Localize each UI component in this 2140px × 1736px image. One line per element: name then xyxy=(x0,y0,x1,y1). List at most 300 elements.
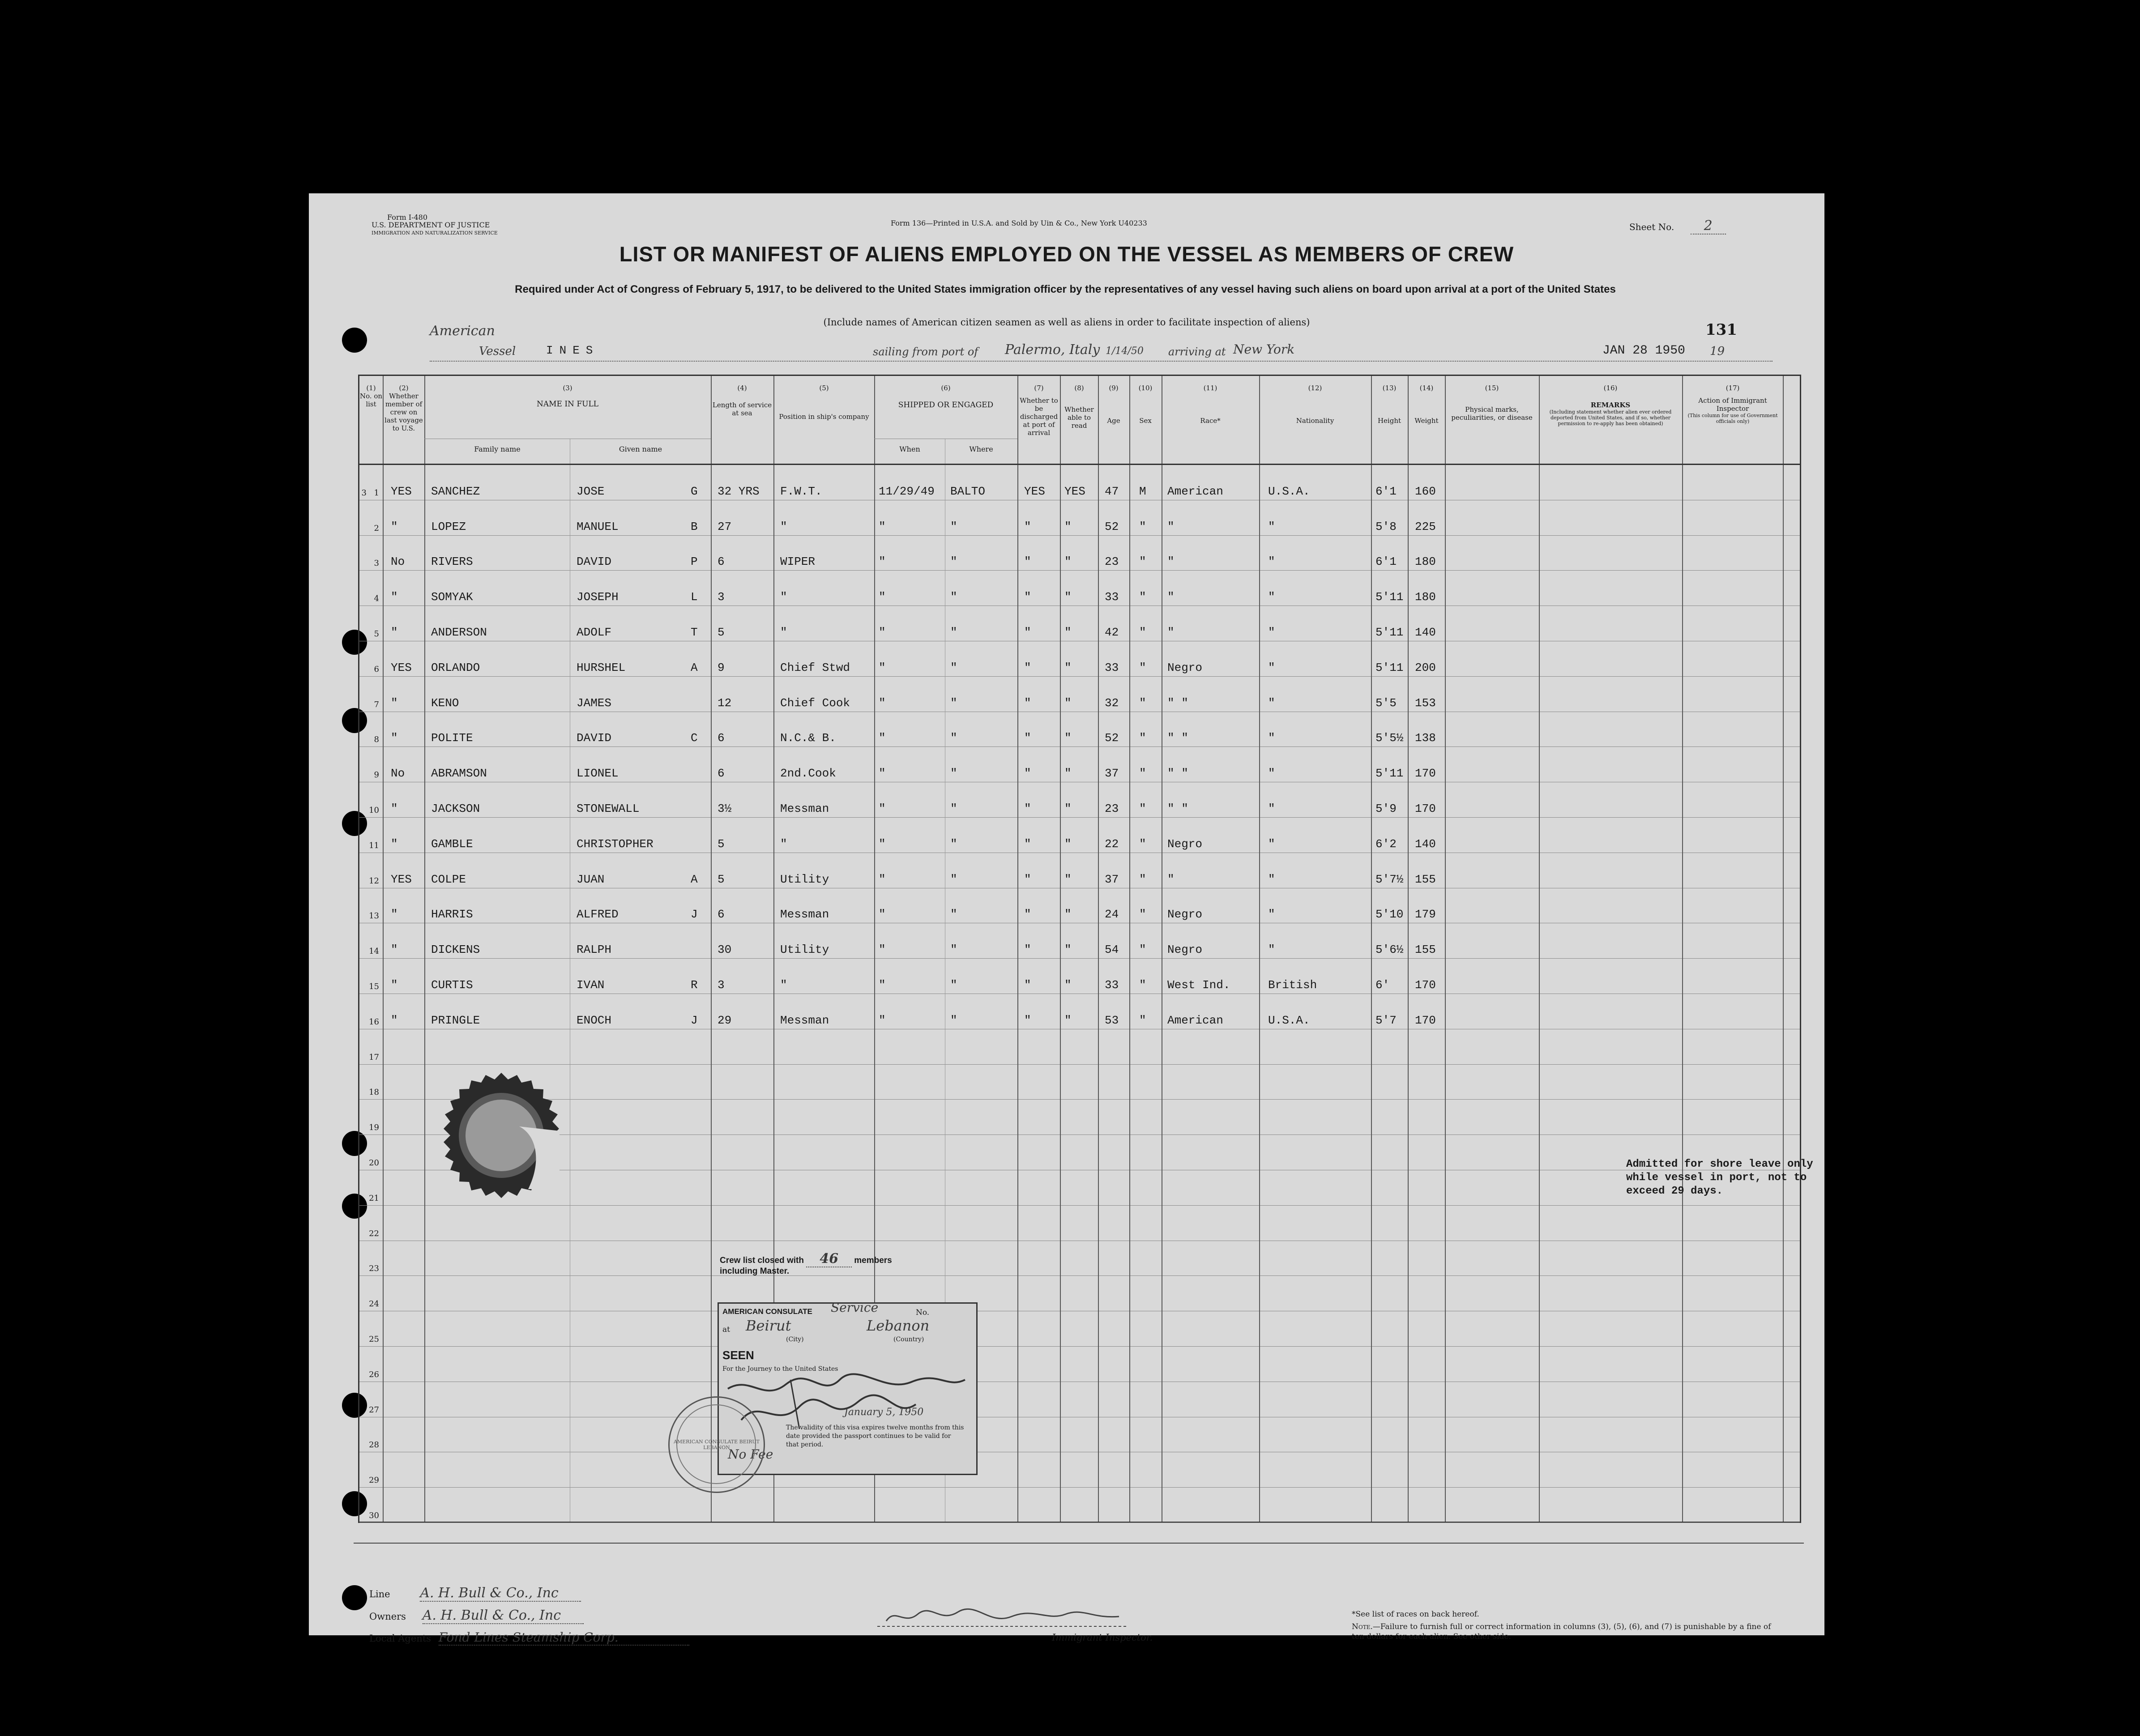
column-divider xyxy=(1783,376,1784,1522)
shipped-where-cell: " xyxy=(950,978,957,992)
weight-cell: 200 xyxy=(1415,661,1436,674)
nationality-cell: U.S.A. xyxy=(1268,484,1310,498)
weight-cell: 170 xyxy=(1415,767,1436,781)
discharged-cell: " xyxy=(1024,696,1031,710)
shipped-where-cell: " xyxy=(950,590,957,604)
middle-initial-cell: B xyxy=(691,520,698,533)
row-line xyxy=(359,676,1800,677)
line-number: 25 xyxy=(369,1335,379,1344)
discharged-cell: " xyxy=(1024,837,1031,851)
col-header-given-name: Given name xyxy=(619,445,662,453)
prev-voyage-cell: YES xyxy=(391,661,412,674)
row-line xyxy=(359,535,1800,536)
discharged-cell: " xyxy=(1024,767,1031,781)
shipped-where-cell: " xyxy=(950,908,957,921)
department-subline: IMMIGRATION AND NATURALIZATION SERVICE xyxy=(372,230,498,236)
vessel-line xyxy=(430,341,1773,362)
family-name-cell: LOPEZ xyxy=(431,520,466,533)
shipped-where-cell: " xyxy=(950,837,957,851)
column-divider xyxy=(1539,376,1540,1522)
requirement-text: Required under Act of Congress of February 5, 1917, to be delivered to the United States immigration officer by the representatives of any vessel having such aliens on board upon arrival at a port of the United States xyxy=(515,283,1616,295)
given-name-cell: JOSE xyxy=(577,484,605,498)
race-cell: American xyxy=(1167,484,1223,498)
given-name-cell: ENOCH xyxy=(577,1013,612,1027)
middle-initial-cell: L xyxy=(691,590,698,604)
service-length-cell: 6 xyxy=(718,767,725,781)
prev-voyage-cell: YES xyxy=(391,484,412,498)
inspector-signature-icon xyxy=(877,1603,1128,1630)
line-number: 11 xyxy=(369,840,379,850)
service-length-cell: 5 xyxy=(718,872,725,886)
form-number: Form I-480 xyxy=(387,213,428,222)
weight-cell: 160 xyxy=(1415,484,1436,498)
col-header-nationality: (12) Nationality xyxy=(1296,384,1334,425)
shipped-where-cell: " xyxy=(950,696,957,710)
sex-cell: " xyxy=(1139,731,1146,745)
race-cell: Negro xyxy=(1167,661,1203,674)
arriving-label: arriving at xyxy=(1168,345,1226,358)
col-header-inspector-action: (17) Action of Immigrant Inspector (This column for use of Government officials only) xyxy=(1687,384,1778,424)
race-cell: " " xyxy=(1167,696,1188,710)
height-cell: 6'1 xyxy=(1375,484,1397,498)
service-length-cell: 12 xyxy=(718,696,732,710)
consulate-heading: AMERICAN CONSULATE xyxy=(722,1307,812,1316)
stamp-fee: No Fee xyxy=(728,1447,773,1462)
height-cell: 5'7½ xyxy=(1375,872,1404,886)
sheet-number: 2 xyxy=(1691,218,1726,235)
row-line xyxy=(359,1064,1800,1065)
col-header-physical-marks: (15) Physical marks, peculiarities, or disease xyxy=(1451,384,1533,422)
shipped-when-cell: " xyxy=(879,555,886,569)
nationality-cell: " xyxy=(1268,661,1275,674)
position-cell: Chief Stwd xyxy=(780,661,850,674)
family-name-cell: PRINGLE xyxy=(431,1013,480,1027)
punch-hole xyxy=(342,1679,367,1704)
inspector-caption: Immigrant Inspector. xyxy=(1052,1632,1153,1643)
weight-cell: 140 xyxy=(1415,837,1436,851)
printer-line: Form 136—Printed in U.S.A. and Sold by Uin & Co., New York U40233 xyxy=(891,219,1147,227)
discharged-cell: " xyxy=(1024,555,1031,569)
sheet-number-label: Sheet No. 2 xyxy=(1629,218,1726,234)
line-number: 27 xyxy=(369,1405,379,1415)
col-header-no: (1) No. on list xyxy=(359,384,383,408)
height-cell: 5'11 xyxy=(1375,661,1404,674)
position-cell: Messman xyxy=(780,1013,829,1027)
vessel-name: INES xyxy=(546,344,599,357)
middle-initial-cell: G xyxy=(691,484,698,498)
shore-leave-remark: Admitted for shore leave only while vessel in port, not to exceed 29 days. xyxy=(1626,1158,1813,1197)
arriving-port: New York xyxy=(1233,342,1295,357)
shipped-where-cell: " xyxy=(950,767,957,781)
weight-cell: 153 xyxy=(1415,696,1436,710)
service-length-cell: 6 xyxy=(718,731,725,745)
discharged-cell: " xyxy=(1024,872,1031,886)
sex-cell: " xyxy=(1139,661,1146,674)
family-name-cell: ANDERSON xyxy=(431,626,487,639)
stamp-country-caption: (Country) xyxy=(893,1336,924,1343)
department-line: U.S. DEPARTMENT OF JUSTICE xyxy=(372,221,490,229)
weight-cell: 170 xyxy=(1415,978,1436,992)
line-number: 30 xyxy=(369,1511,379,1520)
line-number: 3 xyxy=(374,559,379,568)
position-cell: Utility xyxy=(780,872,829,886)
given-name-cell: HURSHEL xyxy=(577,661,626,674)
nationality-cell: " xyxy=(1268,590,1275,604)
position-cell: " xyxy=(780,520,787,533)
service-length-cell: 27 xyxy=(718,520,732,533)
family-name-cell: SOMYAK xyxy=(431,590,473,604)
nationality-cell: " xyxy=(1268,731,1275,745)
stamp-country: Lebanon xyxy=(867,1317,930,1334)
position-cell: Chief Cook xyxy=(780,696,850,710)
service-length-cell: 6 xyxy=(718,908,725,921)
crew-count: 46 xyxy=(806,1251,852,1267)
shipped-when-cell: " xyxy=(879,590,886,604)
weight-cell: 180 xyxy=(1415,590,1436,604)
sex-cell: M xyxy=(1139,484,1146,498)
column-divider xyxy=(1371,376,1372,1522)
service-length-cell: 5 xyxy=(718,837,725,851)
crew-manifest-table xyxy=(358,375,1813,1523)
given-name-cell: MANUEL xyxy=(577,520,619,533)
column-divider xyxy=(1682,376,1683,1522)
page-title: LIST OR MANIFEST OF ALIENS EMPLOYED ON THE VESSEL AS MEMBERS OF CREW xyxy=(619,242,1514,266)
age-cell: 52 xyxy=(1105,731,1119,745)
seal-text: AMERICAN CONSULATE BEIRUT LEBANON xyxy=(673,1439,760,1450)
shipped-when-cell: " xyxy=(879,767,886,781)
family-name-cell: RIVERS xyxy=(431,555,473,569)
col-header-weight: (14) Weight xyxy=(1414,384,1439,425)
service-length-cell: 3 xyxy=(718,590,725,604)
nationality-cell: " xyxy=(1268,802,1275,815)
stamp-no-label: No. xyxy=(916,1308,930,1317)
line-number: 29 xyxy=(369,1476,379,1485)
able-to-read-cell: " xyxy=(1064,837,1072,851)
service-length-cell: 6 xyxy=(718,555,725,569)
col-header-name: (3) NAME IN FULL xyxy=(536,384,599,409)
prev-voyage-cell: " xyxy=(391,731,398,745)
family-name-cell: DICKENS xyxy=(431,943,480,957)
nationality-cell: " xyxy=(1268,520,1275,533)
row-line xyxy=(359,1346,1800,1347)
sex-cell: " xyxy=(1139,1013,1146,1027)
row-line xyxy=(359,958,1800,959)
line-number: 6 xyxy=(374,664,379,674)
sailing-label: sailing from port of xyxy=(873,345,978,358)
weight-cell: 170 xyxy=(1415,1013,1436,1027)
family-name-cell: CURTIS xyxy=(431,978,473,992)
given-name-cell: RALPH xyxy=(577,943,612,957)
prev-voyage-cell: " xyxy=(391,908,398,921)
able-to-read-cell: " xyxy=(1064,802,1072,815)
line-number: 8 xyxy=(374,735,379,745)
height-cell: 5'11 xyxy=(1375,590,1404,604)
sex-cell: " xyxy=(1139,626,1146,639)
row-line xyxy=(359,1275,1800,1276)
age-cell: 53 xyxy=(1105,1013,1119,1027)
column-divider xyxy=(1017,376,1018,1522)
line-number: 19 xyxy=(369,1123,379,1133)
service-length-cell: 3½ xyxy=(718,802,732,815)
shipped-where-cell: " xyxy=(950,626,957,639)
column-divider xyxy=(1408,376,1409,1522)
discharged-cell: " xyxy=(1024,978,1031,992)
year-label: 19 xyxy=(1710,345,1725,358)
header-bottom-rule xyxy=(359,464,1800,465)
able-to-read-cell: " xyxy=(1064,520,1072,533)
crew-list-closed: Crew list closed with 46 members including Master. xyxy=(720,1251,892,1276)
position-cell: Utility xyxy=(780,943,829,957)
line-number: 28 xyxy=(369,1440,379,1450)
column-divider xyxy=(383,376,384,1522)
position-cell: 2nd.Cook xyxy=(780,767,836,781)
given-name-cell: ALFRED xyxy=(577,908,619,921)
family-name-cell: JACKSON xyxy=(431,802,480,815)
position-cell: " xyxy=(780,837,787,851)
height-cell: 5'11 xyxy=(1375,767,1404,781)
race-cell: West Ind. xyxy=(1167,978,1230,992)
race-cell: " " xyxy=(1167,802,1188,815)
given-name-cell: ADOLF xyxy=(577,626,612,639)
service-length-cell: 32 YRS xyxy=(718,484,760,498)
line-number: 9 xyxy=(374,770,379,780)
race-cell: " xyxy=(1167,520,1175,533)
nationality-cell: " xyxy=(1268,943,1275,957)
able-to-read-cell: " xyxy=(1064,590,1072,604)
service-length-cell: 30 xyxy=(718,943,732,957)
row-line xyxy=(359,817,1800,818)
line-number: 12 xyxy=(369,876,379,886)
column-divider xyxy=(711,376,712,1522)
sex-cell: " xyxy=(1139,555,1146,569)
able-to-read-cell: " xyxy=(1064,661,1072,674)
able-to-read-cell: " xyxy=(1064,626,1072,639)
family-name-cell: ABRAMSON xyxy=(431,767,487,781)
sex-cell: " xyxy=(1139,590,1146,604)
stamp-seen: SEEN xyxy=(722,1348,754,1362)
given-name-cell: IVAN xyxy=(577,978,605,992)
col-header-race: (11) Race* xyxy=(1200,384,1221,425)
weight-cell: 138 xyxy=(1415,731,1436,745)
position-cell: " xyxy=(780,590,787,604)
age-cell: 37 xyxy=(1105,767,1119,781)
shipped-where-cell: " xyxy=(950,731,957,745)
nationality-cell: " xyxy=(1268,908,1275,921)
service-length-cell: 3 xyxy=(718,978,725,992)
age-cell: 52 xyxy=(1105,520,1119,533)
family-name-cell: SANCHEZ xyxy=(431,484,480,498)
manifest-sheet xyxy=(309,193,1824,1645)
age-cell: 23 xyxy=(1105,555,1119,569)
weight-cell: 140 xyxy=(1415,626,1436,639)
shipped-where-cell: " xyxy=(950,661,957,674)
position-cell: F.W.T. xyxy=(780,484,822,498)
col-header-read: (8) Whether able to read xyxy=(1064,384,1094,430)
shipped-where-cell: " xyxy=(950,802,957,815)
prev-voyage-cell: " xyxy=(391,590,398,604)
height-cell: 5'7 xyxy=(1375,1013,1397,1027)
col-header-where: Where xyxy=(969,445,993,453)
sex-cell: " xyxy=(1139,767,1146,781)
line-number: 18 xyxy=(369,1088,379,1097)
line-number: 21 xyxy=(369,1193,379,1203)
sex-cell: " xyxy=(1139,872,1146,886)
consulate-round-seal xyxy=(668,1396,765,1493)
middle-initial-cell: J xyxy=(691,1013,698,1027)
shipped-where-cell: " xyxy=(950,943,957,957)
include-note: (Include names of American citizen seamen as well as aliens in order to facilitate inspection of aliens) xyxy=(823,317,1310,328)
family-name-cell: KENO xyxy=(431,696,459,710)
able-to-read-cell: " xyxy=(1064,696,1072,710)
sailing-date: 1/14/50 xyxy=(1106,345,1144,357)
position-cell: " xyxy=(780,978,787,992)
col-header-prev-voyage: (2) Whether member of crew on last voyage to U.S. xyxy=(384,384,423,432)
given-name-cell: JUAN xyxy=(577,872,605,886)
family-name-cell: ORLANDO xyxy=(431,661,480,674)
stamp-at-label: at xyxy=(722,1325,730,1334)
sex-cell: " xyxy=(1139,837,1146,851)
prev-voyage-cell: " xyxy=(391,626,398,639)
height-cell: 5'11 xyxy=(1375,626,1404,639)
prev-voyage-cell: " xyxy=(391,696,398,710)
line-number: 16 xyxy=(369,1017,379,1027)
line-number: 17 xyxy=(369,1052,379,1062)
weight-cell: 170 xyxy=(1415,802,1436,815)
fine-note: Note.—Failure to furnish full or correct information in columns (3), (5), (6), and (7) is punishable by a fine of ten dollars for each alien. See other side. xyxy=(1352,1622,1771,1641)
shipped-when-cell: 11/29/49 xyxy=(879,484,935,498)
line-number: 1 xyxy=(374,488,379,498)
able-to-read-cell: " xyxy=(1064,978,1072,992)
sex-cell: " xyxy=(1139,943,1146,957)
shipped-where-cell: " xyxy=(950,520,957,533)
service-length-cell: 29 xyxy=(718,1013,732,1027)
agents-label: Local Agents xyxy=(369,1633,431,1644)
age-cell: 24 xyxy=(1105,908,1119,921)
shipped-when-cell: " xyxy=(879,837,886,851)
shipped-when-cell: " xyxy=(879,661,886,674)
able-to-read-cell: " xyxy=(1064,943,1072,957)
col-header-position: (5) Position in ship's company xyxy=(779,384,869,421)
age-cell: 54 xyxy=(1105,943,1119,957)
page-stamp: 131 xyxy=(1705,321,1737,339)
race-cell: " xyxy=(1167,626,1175,639)
prev-voyage-cell: " xyxy=(391,978,398,992)
discharged-cell: " xyxy=(1024,802,1031,815)
able-to-read-cell: " xyxy=(1064,767,1072,781)
position-cell: N.C.& B. xyxy=(780,731,836,745)
middle-initial-cell: T xyxy=(691,626,698,639)
discharged-cell: " xyxy=(1024,590,1031,604)
discharged-cell: " xyxy=(1024,731,1031,745)
col-header-when: When xyxy=(899,445,920,453)
col-header-sex: (10) Sex xyxy=(1138,384,1153,425)
line-number: 23 xyxy=(369,1264,379,1274)
prev-voyage-cell: " xyxy=(391,943,398,957)
line-number: 15 xyxy=(369,982,379,991)
punch-hole xyxy=(342,1585,367,1610)
sex-cell: " xyxy=(1139,520,1146,533)
given-name-cell: CHRISTOPHER xyxy=(577,837,654,851)
row-prefix: 3 xyxy=(361,488,367,498)
prev-voyage-cell: No xyxy=(391,767,405,781)
prev-voyage-cell: No xyxy=(391,555,405,569)
height-cell: 5'10 xyxy=(1375,908,1404,921)
race-cell: American xyxy=(1167,1013,1223,1027)
shipped-when-cell: " xyxy=(879,1013,886,1027)
owners-label: Owners xyxy=(369,1611,406,1622)
agents-value: Fond Lines Steamship Corp. xyxy=(439,1630,689,1646)
age-cell: 23 xyxy=(1105,802,1119,815)
service-length-cell: 5 xyxy=(718,626,725,639)
line-number: 13 xyxy=(369,911,379,921)
shipped-where-cell: " xyxy=(950,555,957,569)
shipped-where-cell: " xyxy=(950,1013,957,1027)
col-header-age: (9) Age xyxy=(1107,384,1120,425)
line-number: 10 xyxy=(369,806,379,815)
shipped-when-cell: " xyxy=(879,731,886,745)
discharged-cell: " xyxy=(1024,1013,1031,1027)
height-cell: 6'1 xyxy=(1375,555,1397,569)
footer-owners-field xyxy=(369,1608,584,1624)
able-to-read-cell: " xyxy=(1064,908,1072,921)
arrival-date-stamp: JAN 28 1950 xyxy=(1602,344,1685,358)
weight-cell: 155 xyxy=(1415,872,1436,886)
age-cell: 22 xyxy=(1105,837,1119,851)
height-cell: 6' xyxy=(1375,978,1390,992)
sex-cell: " xyxy=(1139,908,1146,921)
prev-voyage-cell: " xyxy=(391,837,398,851)
discharged-cell: " xyxy=(1024,661,1031,674)
middle-initial-cell: R xyxy=(691,978,698,992)
nationality-cell: " xyxy=(1268,837,1275,851)
owners-value: A. H. Bull & Co., Inc xyxy=(423,1608,584,1624)
family-name-cell: HARRIS xyxy=(431,908,473,921)
nationality-cell: " xyxy=(1268,872,1275,886)
race-cell: " xyxy=(1167,555,1175,569)
given-name-cell: DAVID xyxy=(577,555,612,569)
age-cell: 42 xyxy=(1105,626,1119,639)
sex-cell: " xyxy=(1139,696,1146,710)
nationality-cell: " xyxy=(1268,555,1275,569)
shipped-when-cell: " xyxy=(879,908,886,921)
row-line xyxy=(359,1205,1800,1206)
col-header-family-name: Family name xyxy=(474,445,521,453)
race-cell: " xyxy=(1167,590,1175,604)
prev-voyage-cell: YES xyxy=(391,872,412,886)
position-cell: Messman xyxy=(780,908,829,921)
position-cell: WIPER xyxy=(780,555,816,569)
discharged-cell: " xyxy=(1024,626,1031,639)
line-number: 20 xyxy=(369,1158,379,1168)
able-to-read-cell: " xyxy=(1064,731,1072,745)
line-number: 22 xyxy=(369,1228,379,1238)
column-divider xyxy=(424,376,425,1522)
discharged-cell: " xyxy=(1024,520,1031,533)
footer-line-field xyxy=(369,1585,581,1602)
age-cell: 37 xyxy=(1105,872,1119,886)
able-to-read-cell: " xyxy=(1064,1013,1072,1027)
given-name-cell: STONEWALL xyxy=(577,802,640,815)
age-cell: 33 xyxy=(1105,978,1119,992)
footer-rule xyxy=(354,1543,1804,1544)
race-cell: Negro xyxy=(1167,908,1203,921)
line-number: 7 xyxy=(374,700,379,709)
column-divider xyxy=(1259,376,1260,1522)
discharged-cell: YES xyxy=(1024,484,1045,498)
race-cell: " " xyxy=(1167,767,1188,781)
column-divider xyxy=(1098,376,1099,1522)
prev-voyage-cell: " xyxy=(391,1013,398,1027)
